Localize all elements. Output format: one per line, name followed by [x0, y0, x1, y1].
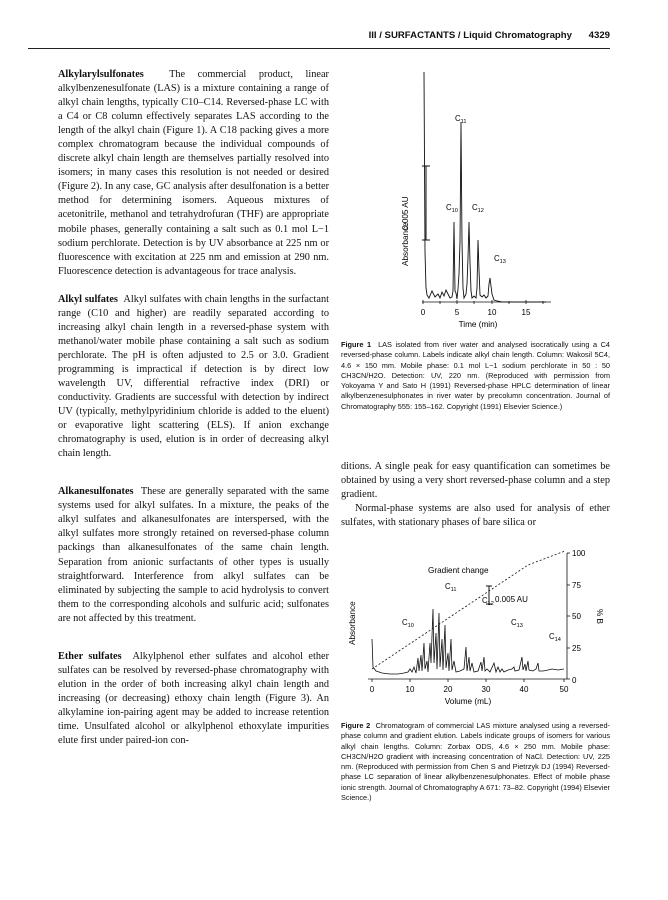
page-number: 4329 [588, 30, 610, 41]
fig2-trace [372, 609, 564, 674]
heading-ether-sulfates: Ether sulfates [58, 650, 122, 662]
fig1-xtick: 5 [454, 308, 460, 317]
fig2-y2label: % B [595, 609, 604, 625]
fig2-y2tick: 75 [572, 581, 581, 590]
paragraph-alkylarylsulfonates: Alkylarylsulfonates The commercial product, linear alkylbenzenesulfonate (LAS) is a mixture containing a range of alkyl chain lengths, typically C10–C14. Reversed-phase LC with a C4 or C8 column effectively separates LAS according to the length of the alkyl chain (Figure 1). A C18 packing gives a more complex chromatogram because the individual compounds of discrete alkyl chain length are themselves partially resolved into isomers; in many cases this resolution is not needed or desired (Figure 2). In any case, GC analysis after desulfonation is a better method for determining isomers. Aqueous mixtures of acetonitrile, methanol and tetrahydrofuran (THF) are appropriate mobile phases, generally containing a salt such as 0.1 mol L−1 sodium perchlorate. Detection is by UV absorbance at 225 nm or fluorescence with excitation at 225 nm and emission at 290 nm. Fluorescence detection is advantageous for trace analysis. [58, 69, 329, 277]
paragraph-continued: ditions. A single peak for easy quantification can sometimes be obtained by using a very short reversed-phase column and a step gradient. [341, 461, 610, 501]
fig2-y2tick: 0 [572, 676, 577, 685]
figure2-chromatogram [338, 543, 610, 713]
fig1-xtick: 10 [487, 308, 497, 317]
fig1-xlabel: Time (min) [458, 320, 498, 329]
fig2-scale-label: 0.005 AU [495, 595, 528, 604]
fig2-xtick: 30 [481, 685, 491, 694]
fig1-peak-c13: $C_{13}$ [494, 254, 506, 265]
fig1-scale-label: 0.005 AU [401, 196, 410, 230]
paragraph-alkyl-sulfates: Alkyl sulfates Alkyl sulfates with chain lengths in the surfactant range (C10 and higher) are readily separated according to increasing alkyl chain length in a reversed-phase system with methanol/water mobile phase containing a salt such as sodium perchlorate. The pH is often adjusted to 2.5 or 3.0. Gradient programming is impractical if detection is by direct low wavelength UV, differential refractive index (DRI) or conductivity. Gradients are successful with detection by indirect UV (typically, methylpyridinium chloride is added to the eluent) or evaporative light scattering (ELS). If anion exchange chromatography is used, elution is in order of decreasing alkyl chain length. [58, 293, 329, 460]
fig1-trace [424, 72, 546, 302]
fig2-peak-c14: $C_{14}$ [549, 632, 561, 643]
fig2-peak-c13: $C_{13}$ [511, 618, 523, 629]
figure1-caption-label: Figure 1 [341, 340, 372, 349]
fig2-xtick: 40 [519, 685, 529, 694]
right-column-text [341, 460, 610, 530]
fig2-peak-c12: $C_{12}$ [482, 596, 494, 607]
fig2-xtick: 10 [405, 685, 415, 694]
fig2-y2tick: 50 [572, 612, 581, 621]
fig1-peak-c11: $C_{11}$ [455, 114, 467, 125]
paragraph-normal-phase: Normal-phase systems are also used for analysis of ether sulfates, with stationary phases of bare silica or [341, 503, 610, 529]
running-header [28, 30, 610, 49]
fig1-xtick: 15 [521, 308, 531, 317]
left-column [58, 68, 329, 748]
fig2-y2tick: 25 [572, 644, 581, 653]
figure2-caption-label: Figure 2 [341, 721, 371, 730]
fig1-ylabel: Absorbance [401, 222, 410, 266]
figure1-chromatogram [396, 62, 566, 334]
fig2-xtick: 0 [369, 685, 375, 694]
heading-alkyl-sulfates: Alkyl sulfates [58, 293, 118, 305]
fig2-peak-c10: $C_{10}$ [402, 618, 414, 629]
fig2-y2-ticks [567, 553, 570, 679]
fig2-xtick: 20 [443, 685, 453, 694]
figure2-caption: Figure 2 Chromatogram of commercial LAS mixture analysed using a reversed-phase column and gradient elution. Labels indicate groups of isomers for various alkyl chain lengths. Column: Zorbax ODS, 4.6 × 250 mm. Mobile phase: CH3CN/H2O gradient with increasing concentration of NaCl. Detection: UV, 225 nm. (Reproduced with permission from Chen S and Pietrzyk DJ (1994) Reversed-phase LC separation of linear alkylbenzenesulphonates. Effect of mobile phase ionic strength. Journal of Chromatography A 671: 73–82. Copyright (1994) Elsevier Science.) [341, 721, 610, 803]
heading-alkanesulfonates: Alkanesulfonates [58, 486, 134, 498]
fig1-peak-c12: $C_{12}$ [472, 203, 484, 214]
fig1-peak-c10: $C_{10}$ [446, 203, 458, 214]
figure1-caption: Figure 1 LAS isolated from river water and analysed isocratically using a C4 reversed-phase column. Labels indicate alkyl chain length. Column: Wakosil 5C4, 4.6 × 150 mm. Mobile phase: 0.1 mol L−1 sodium perchlorate in 50 : 50 CH3CN/H2O. Detection: UV, 220 nm. (Reproduced with permission from Yokoyama Y and Sato H (1991) Reversed-phase HPLC determination of linear alkylbenzenesulphonates in river water by precolumn concentration. Journal of Chromatography 555: 155–162. Copyright (1991) Elsevier Science.) [341, 340, 610, 411]
paragraph-alkanesulfonates: Alkanesulfonates These are generally separated with the same systems used for alkyl sulfates. In a mixture, the peaks of the alkyl sulfates and alkanesulfonates are interspersed, with the alkyl sulfates more strongly retained on reversed-phase column packings than alkanesulfonates of the same chain length. Separation from anionic surfactants of other types is usually straightforward. Interference from alkyl sulfates can be eliminated by subjecting the sample to acid hydrolysis to convert them to the corresponding alcohols and sulfuric acid; sulfonates are not affected by this treatment. [58, 486, 330, 624]
paragraph-ether-sulfates: Ether sulfates Alkylphenol ether sulfates and alcohol ether sulfates can be resolved by reversed-phase chromatography with elution in the order of both increasing alkyl chain length and increasing (or decreasing) ethoxy chain length (Figure 3). An alkylamine ion-pairing agent may be added to increase retention time. Unsulfated alcohol or alkylphenol ethoxylate impurities elute first under paired-ion con- [58, 650, 329, 747]
header-title: III / SURFACTANTS / Liquid Chromatography [368, 30, 572, 41]
fig2-peak-c11: $C_{11}$ [445, 582, 457, 593]
fig2-y2tick: 100 [572, 549, 586, 558]
fig2-xtick: 50 [559, 685, 569, 694]
fig2-x-ticks [372, 679, 564, 682]
heading-alkylarylsulfonates: Alkylarylsulfonates [58, 69, 144, 80]
fig2-gradient-annotation: Gradient change [428, 566, 489, 575]
fig2-xlabel: Volume (mL) [444, 697, 492, 706]
fig1-xtick: 0 [420, 308, 426, 317]
fig2-ylabel: Absorbance [348, 601, 357, 645]
